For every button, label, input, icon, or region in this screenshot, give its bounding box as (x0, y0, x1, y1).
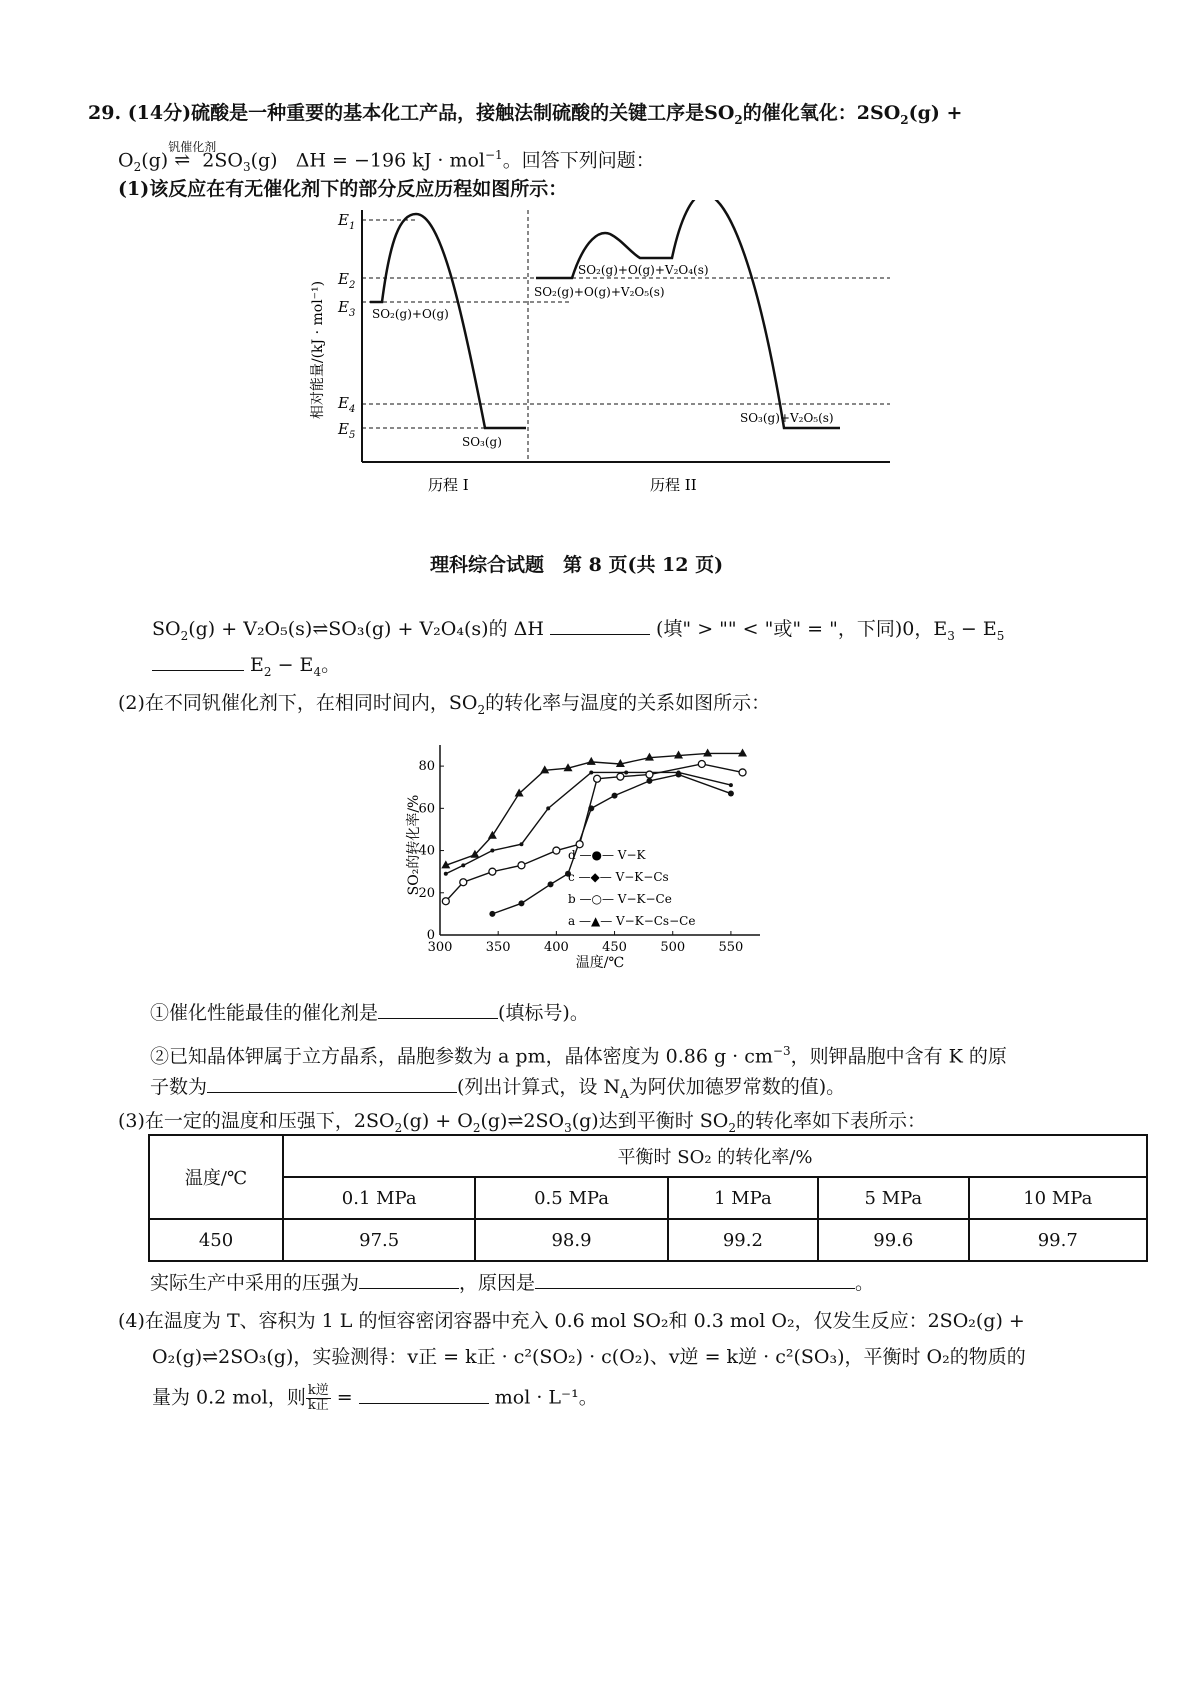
eq-left: O (118, 149, 134, 172)
data-point (548, 881, 554, 887)
data-point (587, 757, 596, 765)
data-point (698, 761, 705, 768)
chart-x-label: 温度/℃ (575, 955, 625, 971)
part3-question (150, 1270, 874, 1296)
p4-l3a: 量为 0.2 mol，则 (152, 1386, 306, 1409)
q2-line2-tail2: 为阿伏加德罗常数的值)。 (628, 1076, 846, 1098)
catalyst-label: 钒催化剂 (168, 140, 217, 155)
data-point (546, 806, 550, 810)
question-intro-tail2: (g) + (908, 102, 963, 124)
data-point (442, 898, 449, 905)
ask-text: 。回答下列问题： (502, 149, 655, 172)
state-so2-o: SO₂(g)+O(g) (372, 307, 449, 321)
data-point (646, 771, 653, 778)
x-tick-label: 300 (427, 940, 453, 955)
data-point (589, 770, 593, 774)
answer-blank-catalyst[interactable] (378, 1000, 498, 1019)
legend-entry: a —▲— V−K−Cs−Ce (568, 914, 696, 928)
sub: 3 (564, 1120, 572, 1135)
question-intro-tail: 的催化氧化：2SO (742, 102, 901, 124)
y-tick-label: 60 (418, 801, 435, 817)
minus-e4: − E (271, 654, 314, 676)
answer-blank-atoms[interactable] (207, 1074, 457, 1093)
part2-q1 (150, 1000, 589, 1026)
pressure-header: 0.1 MPa (283, 1177, 475, 1219)
y-tick-label: 0 (426, 928, 435, 943)
data-point (518, 900, 524, 906)
path-1-curve (370, 214, 526, 428)
p3-q-end: 。 (855, 1272, 875, 1294)
p3-d: (g)达到平衡时 SO (571, 1110, 729, 1132)
table-cell: 98.9 (475, 1219, 667, 1261)
data-point (461, 863, 465, 867)
sub: 2 (180, 628, 189, 643)
x-tick-label: 350 (485, 940, 511, 955)
level-label-e1: $E_1$ (338, 211, 356, 232)
chart-y-label: SO₂的转化率/% (406, 794, 422, 896)
data-point (612, 793, 618, 799)
delta-h: ΔH = −196 kJ · mol (295, 149, 485, 172)
data-point (729, 783, 733, 787)
data-point (594, 775, 601, 782)
rate-constant-fraction (306, 1384, 331, 1413)
energy-y-label: 相对能量/(kJ · mol⁻¹) (310, 280, 326, 420)
part2-title-b: 的转化率与温度的关系如图所示： (485, 692, 771, 714)
part2-title (118, 690, 770, 723)
question-intro: 硫酸是一种重要的基本化工产品，接触法制硫酸的关键工序是SO (191, 102, 735, 124)
answer-blank-dh[interactable] (550, 616, 650, 635)
question-29-line1 (88, 100, 962, 133)
p3-b: (g) + O (402, 1110, 473, 1132)
part2-q2-line2 (150, 1074, 845, 1107)
path-1-label: 历程 I (428, 476, 469, 494)
data-point (553, 847, 560, 854)
period: 。 (321, 654, 341, 676)
y-tick-label: 20 (418, 885, 435, 901)
sup: −1 (485, 148, 503, 162)
part1-question-line1 (152, 616, 1004, 649)
y-tick-label: 80 (418, 759, 435, 775)
rxn-dh: 的 ΔH (488, 618, 544, 640)
sub: 2 (477, 702, 486, 717)
page-footer: 理科综合试题 第 8 页(共 12 页) (430, 554, 724, 576)
sub: 2 (133, 160, 142, 175)
data-point (738, 748, 747, 756)
data-point (489, 911, 495, 917)
data-point (518, 862, 525, 869)
data-point (674, 751, 683, 759)
sup: −3 (772, 1044, 791, 1058)
legend-entry: b —○— V−K−Ce (568, 892, 672, 906)
level-label-e2: $E_2$ (338, 270, 356, 291)
q1-text: ①催化性能最佳的催化剂是 (150, 1002, 379, 1024)
data-point (646, 778, 652, 784)
p3-q: 实际生产中采用的压强为 (150, 1272, 360, 1294)
data-point (460, 879, 467, 886)
data-point (624, 770, 628, 774)
sub: A (620, 1086, 629, 1101)
data-point (645, 753, 654, 761)
chart-legend (568, 848, 695, 928)
sub: 5 (996, 628, 1005, 643)
data-point (489, 868, 496, 875)
part4-line1: (4)在温度为 T、容积为 1 L 的恒容密闭容器中充入 0.6 mol SO₂和 0.3 mol O₂，仅发生反应：2SO₂(g) + (118, 1310, 1025, 1332)
path-2-curve (536, 200, 840, 428)
answer-blank-energy[interactable] (152, 652, 244, 671)
part2-title-a: (2)在不同钒催化剂下，在相同时间内，SO (118, 692, 478, 714)
question-number: 29. (88, 102, 122, 124)
sub: 2 (900, 112, 909, 127)
part4-line3 (152, 1384, 598, 1413)
rxn-start: SO (152, 618, 181, 640)
frac-denominator: k正 (307, 1398, 329, 1413)
x-tick-label: 450 (602, 940, 627, 955)
q2-text: ②已知晶体钾属于立方晶系，晶胞参数为 a pm，晶体密度为 0.86 g · cm (150, 1045, 773, 1068)
data-point (739, 769, 746, 776)
energy-profile-diagram (300, 200, 920, 500)
table-group-header: 平衡时 SO₂ 的转化率/% (283, 1135, 1147, 1177)
fill-hint: (填" > "" < "或" = "，下同)0，E (656, 618, 948, 640)
data-point (519, 842, 523, 846)
sub: 2 (263, 664, 272, 679)
minus-e: − E (954, 618, 997, 640)
part2-q2 (150, 1038, 1007, 1069)
sub: 2 (734, 112, 743, 127)
part1-title: (1)该反应在有无催化剂下的部分反应历程如图所示： (118, 178, 568, 200)
equilibrium-arrow: 钒催化剂 ⇌ (168, 147, 202, 173)
data-point (444, 872, 448, 876)
state-so3-v2o5: SO₃(g)+V₂O₅(s) (740, 411, 834, 425)
table-cell: 99.7 (969, 1219, 1147, 1261)
equilibrium-table (148, 1134, 1148, 1262)
sub: 2 (394, 1120, 403, 1135)
answer-blank-pressure[interactable] (359, 1270, 459, 1289)
table-cell: 99.6 (818, 1219, 968, 1261)
legend-entry: c —◆— V−K−Cs (568, 870, 669, 884)
p3-q-mid: ，原因是 (459, 1272, 536, 1294)
q2-tail: ，则钾晶胞中含有 K 的原 (790, 1045, 1007, 1068)
pressure-header: 10 MPa (969, 1177, 1147, 1219)
q1-tail: (填标号)。 (498, 1002, 589, 1024)
level-label-e3: $E_3$ (338, 298, 356, 319)
legend-entry: d —●— V−K (568, 848, 646, 862)
p3-a: (3)在一定的温度和压强下，2SO (118, 1110, 395, 1132)
p3-e: 的转化率如下表所示： (735, 1110, 926, 1132)
answer-blank-ratio[interactable] (359, 1385, 489, 1404)
data-point (617, 773, 624, 780)
path-2-label: 历程 II (650, 476, 697, 494)
state-so2-o-v2o5: SO₂(g)+O(g)+V₂O₅(s) (534, 285, 665, 299)
q2-line2-tail: (列出计算式，设 N (457, 1076, 621, 1098)
data-point (703, 748, 712, 756)
pressure-header: 5 MPa (818, 1177, 968, 1219)
answer-blank-reason[interactable] (535, 1270, 855, 1289)
level-label-e4: $E_4$ (338, 394, 356, 415)
state-so3: SO₃(g) (462, 435, 502, 449)
table-cell: 97.5 (283, 1219, 475, 1261)
rxn-body: (g) + V₂O₅(s)⇌SO₃(g) + V₂O₄(s) (188, 618, 489, 640)
part4-line2: O₂(g)⇌2SO₃(g)，实验测得：v正 = k正 · c²(SO₂) · c(O₂)、v逆 = k逆 · c²(SO₃)，平衡时 O₂的物质的 (152, 1346, 1026, 1368)
state-so2-o-v2o4: SO₂(g)+O(g)+V₂O₄(s) (578, 263, 709, 277)
data-point (540, 765, 549, 773)
pressure-header: 1 MPa (668, 1177, 818, 1219)
table-corner-header: 温度/℃ (149, 1135, 283, 1219)
level-label-e5: $E_5$ (338, 420, 356, 441)
p4-l3b: = (330, 1386, 353, 1409)
sub: 3 (947, 628, 955, 643)
data-point (490, 849, 494, 853)
p4-l3c: mol · L⁻¹。 (494, 1386, 598, 1409)
conversion-chart (400, 735, 780, 975)
data-point (677, 770, 681, 774)
q2-line2: 子数为 (150, 1076, 208, 1098)
pressure-header: 0.5 MPa (475, 1177, 667, 1219)
y-tick-label: 40 (418, 843, 435, 859)
question-29-line2: $O_2(g)$ 钒催化剂 ⇌ $2SO_3(g) \Delta H = -196$ kJ · mol$^{-1}$。回答下列问题： (118, 142, 655, 180)
data-point (728, 791, 734, 797)
sub: 3 (242, 160, 251, 175)
frac-numerator: k逆 (307, 1383, 329, 1398)
sub: 2 (472, 1120, 481, 1135)
p3-c: (g)⇌2SO (480, 1110, 565, 1132)
data-point (576, 841, 583, 848)
x-tick-label: 500 (660, 940, 686, 955)
x-tick-label: 550 (718, 940, 744, 955)
part1-question-line2 (152, 652, 340, 685)
question-score: (14分) (127, 102, 192, 124)
x-tick-label: 400 (543, 940, 569, 955)
eq-right: 2SO (202, 149, 243, 172)
table-row-temp: 450 (149, 1219, 283, 1261)
sub: 2 (728, 1120, 736, 1135)
table-cell: 99.2 (668, 1219, 818, 1261)
e2-text: E (244, 654, 264, 676)
sub: 4 (313, 664, 322, 679)
